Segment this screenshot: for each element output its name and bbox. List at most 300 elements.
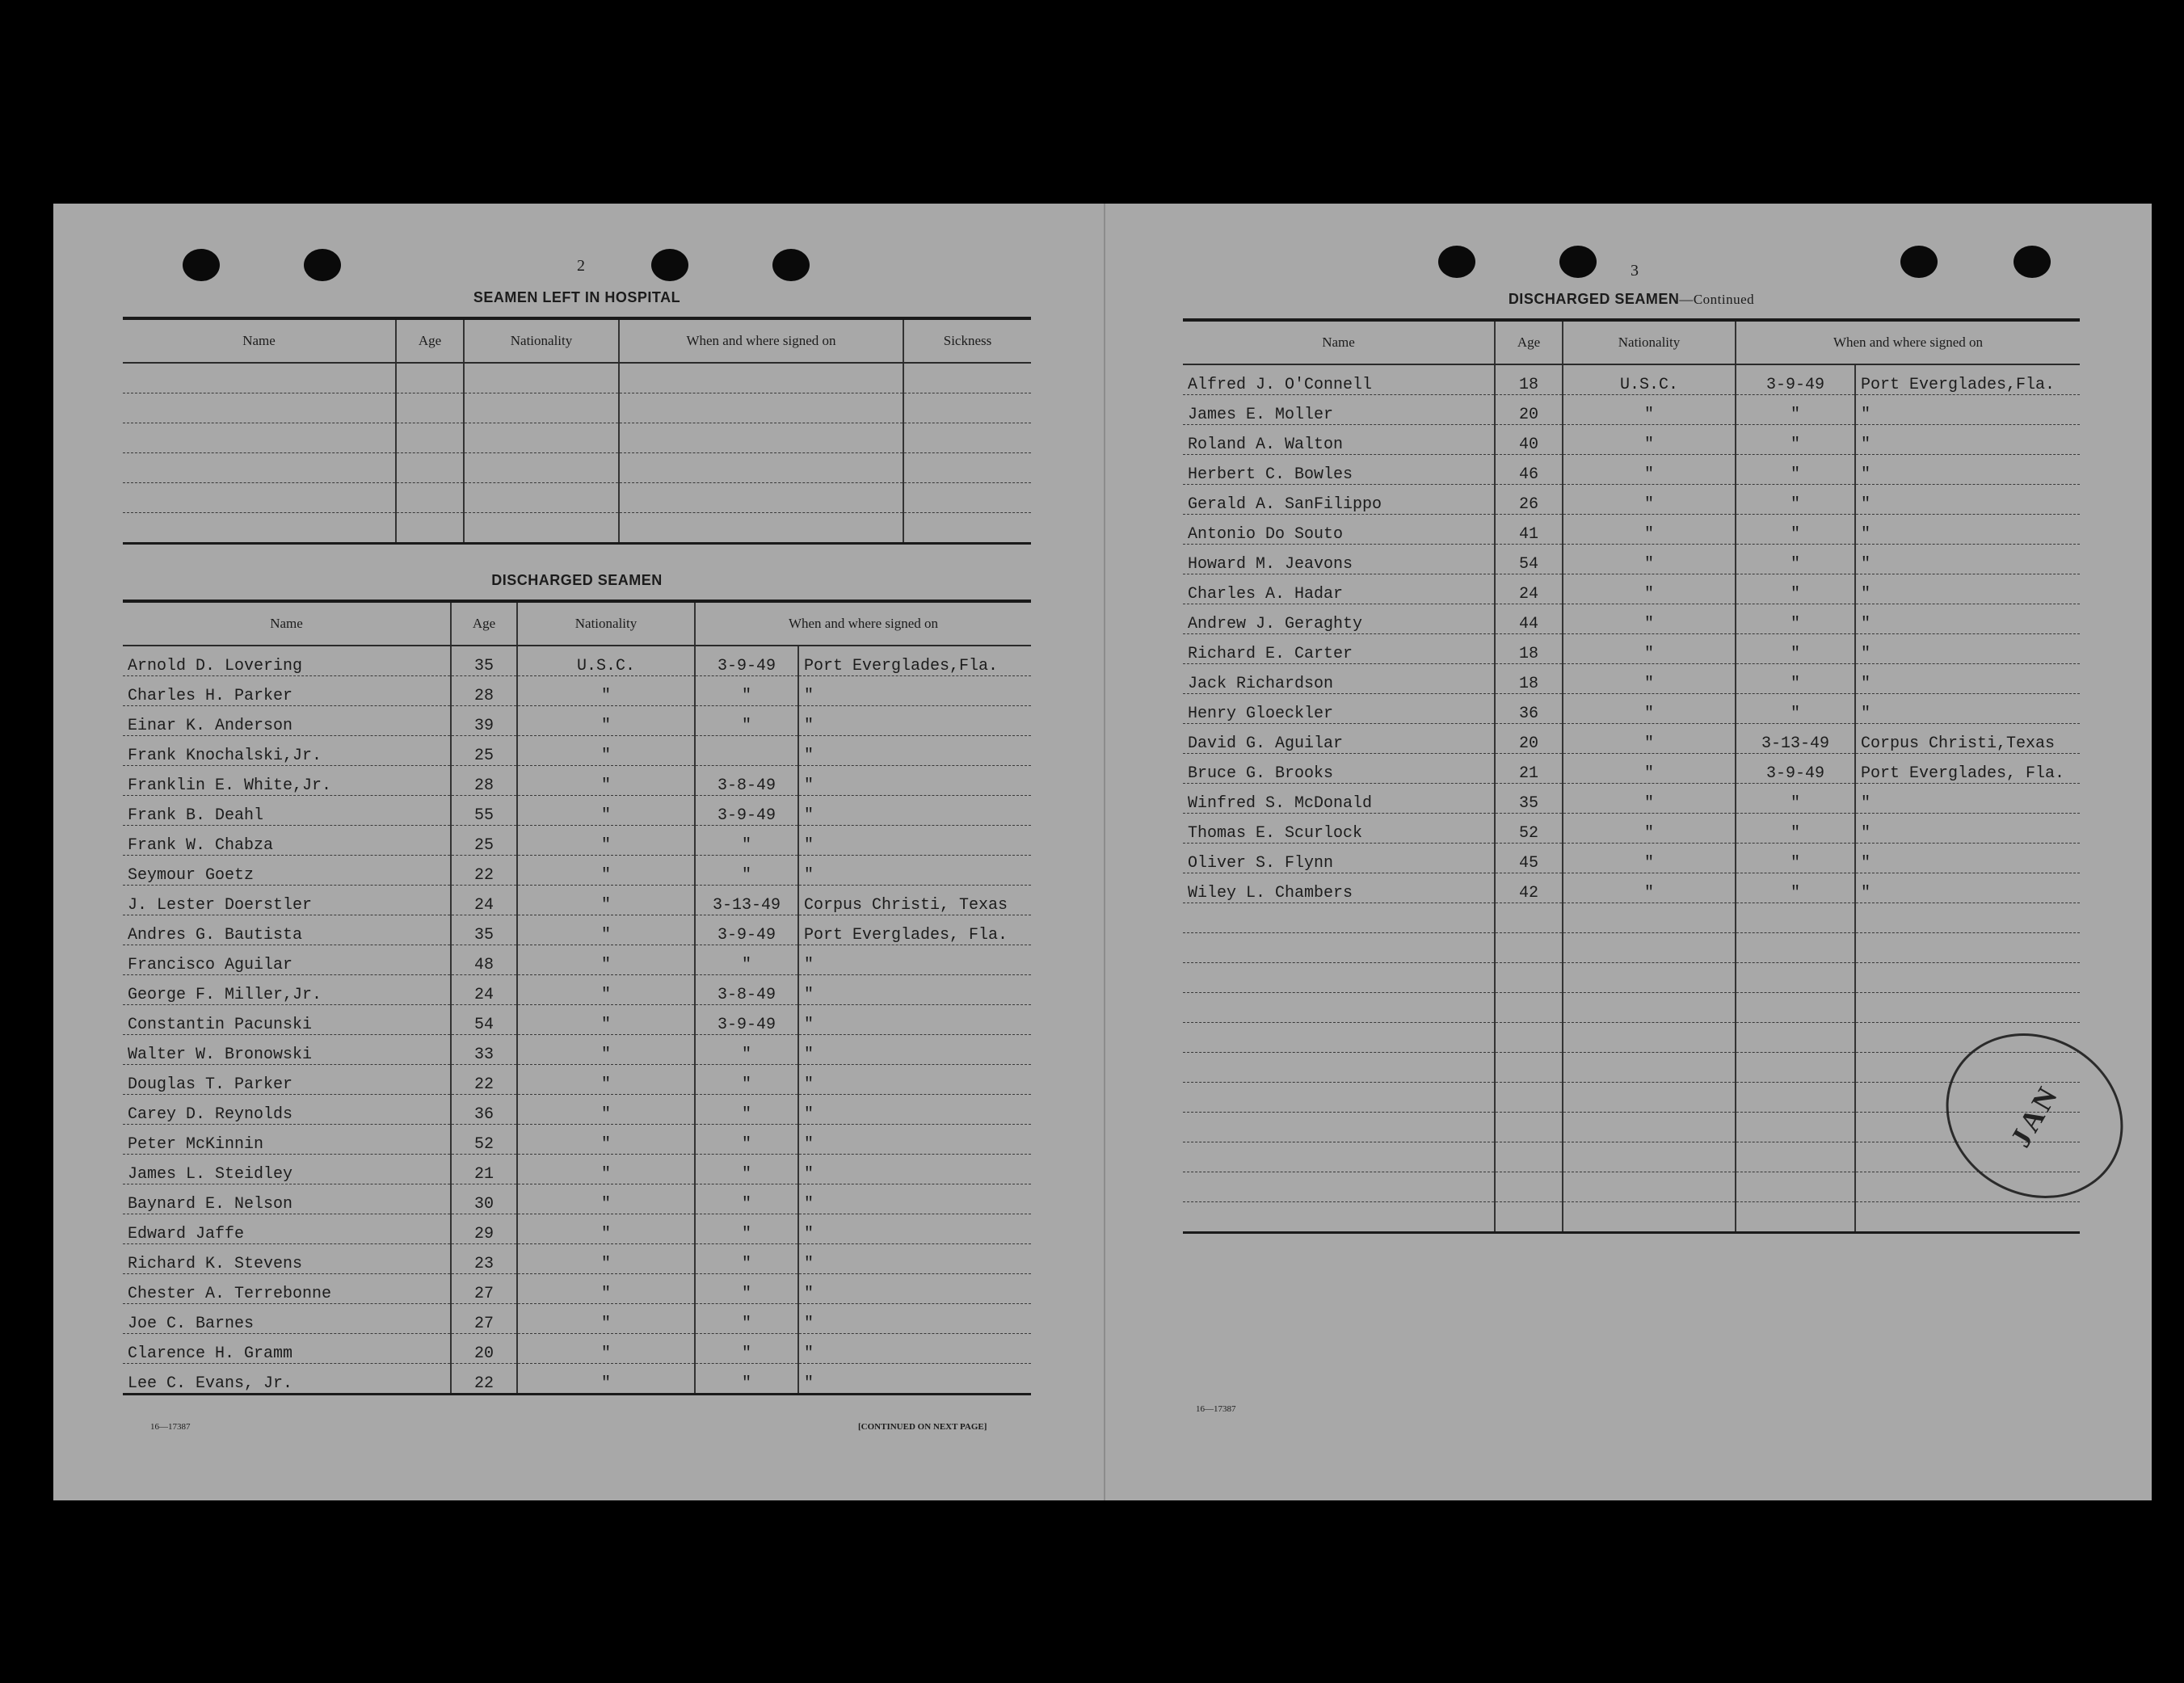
column-header: Nationality [517, 601, 695, 646]
seaman-name: Arnold D. Lovering [123, 646, 451, 676]
signed-on-place: " [1855, 844, 2080, 873]
seaman-nationality: " [517, 1095, 695, 1125]
table-row [1183, 485, 2080, 515]
seaman-nationality: " [1563, 754, 1736, 784]
punch-hole [2014, 246, 2051, 278]
signed-on-date: 3-9-49 [695, 646, 798, 676]
signed-on-date [1736, 1083, 1855, 1113]
seaman-age: 25 [451, 736, 517, 766]
seaman-age: 18 [1495, 364, 1563, 395]
table-row [123, 1065, 1031, 1095]
signed-on-place: " [1855, 574, 2080, 604]
table-row [1183, 784, 2080, 814]
seaman-age: 18 [1495, 634, 1563, 664]
seaman-age: 18 [1495, 664, 1563, 694]
seaman-age: 33 [451, 1035, 517, 1065]
signed-on-date: " [1736, 574, 1855, 604]
seaman-age: 39 [451, 706, 517, 736]
seaman-name: Richard E. Carter [1183, 634, 1495, 664]
seaman-name: Herbert C. Bowles [1183, 455, 1495, 485]
seaman-age: 54 [451, 1005, 517, 1035]
signed-on-date [1736, 1053, 1855, 1083]
signed-on-date: " [1736, 545, 1855, 574]
signed-on-place: Port Everglades,Fla. [1855, 364, 2080, 395]
seaman-name: Clarence H. Gramm [123, 1334, 451, 1364]
signed-on-date: " [695, 1095, 798, 1125]
table-row [123, 1125, 1031, 1155]
seaman-nationality: " [1563, 814, 1736, 844]
discharged-heading: DISCHARGED SEAMEN [491, 572, 663, 588]
table-row [123, 706, 1031, 736]
table-row [1183, 425, 2080, 455]
seaman-name: Andres G. Bautista [123, 915, 451, 945]
signed-on-place: " [798, 1065, 1031, 1095]
seaman-nationality: " [517, 915, 695, 945]
signed-on-date: " [1736, 485, 1855, 515]
seaman-nationality: " [1563, 455, 1736, 485]
signed-on-date: " [695, 706, 798, 736]
signed-on-date: 3-13-49 [695, 886, 798, 915]
signed-on-place: " [1855, 634, 2080, 664]
seaman-nationality: " [517, 706, 695, 736]
table-row [1183, 993, 2080, 1023]
table-row [123, 856, 1031, 886]
signed-on-date [1736, 1142, 1855, 1172]
seaman-age: 21 [451, 1155, 517, 1184]
signed-on-date: " [1736, 814, 1855, 844]
table-row [1183, 455, 2080, 485]
seaman-name: Einar K. Anderson [123, 706, 451, 736]
seaman-age: 48 [451, 945, 517, 975]
seaman-age: 54 [1495, 545, 1563, 574]
seaman-age: 28 [451, 676, 517, 706]
signed-on-place: " [1855, 784, 2080, 814]
seaman-name: Francisco Aguilar [123, 945, 451, 975]
seaman-age: 36 [451, 1095, 517, 1125]
seaman-name: George F. Miller,Jr. [123, 975, 451, 1005]
table-row [123, 886, 1031, 915]
table-row [1183, 604, 2080, 634]
signed-on-date: " [695, 1244, 798, 1274]
signed-on-date: " [1736, 515, 1855, 545]
seaman-name: Edward Jaffe [123, 1214, 451, 1244]
table-row [123, 1184, 1031, 1214]
table-row [1183, 515, 2080, 545]
signed-on-date: " [1736, 784, 1855, 814]
seaman-age: 35 [1495, 784, 1563, 814]
column-header: When and where signed on [1736, 320, 2080, 364]
seaman-name: Richard K. Stevens [123, 1244, 451, 1274]
right-page [1105, 204, 2152, 1500]
seaman-nationality: " [1563, 395, 1736, 425]
seaman-age: 45 [1495, 844, 1563, 873]
column-header: When and where signed on [619, 318, 903, 363]
signed-on-place: " [798, 1155, 1031, 1184]
seaman-age: 30 [451, 1184, 517, 1214]
table-row [123, 1095, 1031, 1125]
signed-on-date: " [1736, 694, 1855, 724]
table-row [1183, 1202, 2080, 1233]
signed-on-place: " [1855, 694, 2080, 724]
table-row [1183, 873, 2080, 903]
page-number: 2 [577, 257, 585, 275]
signed-on-date [1736, 1202, 1855, 1233]
signed-on-date: " [695, 1065, 798, 1095]
column-header: Age [451, 601, 517, 646]
form-number: 16—17387 [150, 1422, 191, 1432]
signed-on-date: " [1736, 844, 1855, 873]
seaman-name: Jack Richardson [1183, 664, 1495, 694]
table-row [1183, 664, 2080, 694]
signed-on-place: " [1855, 814, 2080, 844]
signed-on-date [1736, 963, 1855, 993]
column-header: When and where signed on [695, 601, 1031, 646]
signed-on-date: " [1736, 604, 1855, 634]
seaman-nationality: " [1563, 604, 1736, 634]
column-header: Age [396, 318, 464, 363]
seaman-age: 52 [451, 1125, 517, 1155]
signed-on-place [1855, 903, 2080, 933]
seaman-nationality: " [1563, 664, 1736, 694]
signed-on-place [1855, 933, 2080, 963]
seaman-name: Seymour Goetz [123, 856, 451, 886]
seaman-name: Douglas T. Parker [123, 1065, 451, 1095]
seaman-name: Thomas E. Scurlock [1183, 814, 1495, 844]
seaman-nationality: " [1563, 515, 1736, 545]
seaman-name: Gerald A. SanFilippo [1183, 485, 1495, 515]
seaman-age [1495, 963, 1563, 993]
signed-on-date [1736, 1113, 1855, 1142]
table-row [123, 453, 1031, 483]
signed-on-place: " [798, 1005, 1031, 1035]
seaman-name: James E. Moller [1183, 395, 1495, 425]
discharged-continued-table [1183, 318, 2080, 1234]
seaman-name: Antonio Do Souto [1183, 515, 1495, 545]
signed-on-place [1855, 1202, 2080, 1233]
signed-on-place: Port Everglades, Fla. [1855, 754, 2080, 784]
table-row [1183, 545, 2080, 574]
seaman-age [1495, 933, 1563, 963]
signed-on-place [1855, 963, 2080, 993]
seaman-nationality: " [517, 826, 695, 856]
seaman-nationality: " [1563, 545, 1736, 574]
table-row [123, 975, 1031, 1005]
table-row [123, 1334, 1031, 1364]
punch-hole [772, 249, 810, 281]
seaman-nationality [1563, 1113, 1736, 1142]
seaman-age: 24 [451, 886, 517, 915]
seaman-name: David G. Aguilar [1183, 724, 1495, 754]
seaman-name: Lee C. Evans, Jr. [123, 1364, 451, 1395]
table-row [123, 1304, 1031, 1334]
table-row [123, 1155, 1031, 1184]
table-row [123, 393, 1031, 423]
table-row [123, 513, 1031, 544]
column-header: Nationality [464, 318, 619, 363]
seaman-name: Roland A. Walton [1183, 425, 1495, 455]
signed-on-place: Port Everglades, Fla. [798, 915, 1031, 945]
seaman-nationality: U.S.C. [517, 646, 695, 676]
punch-hole [1559, 246, 1597, 278]
table-row [123, 1035, 1031, 1065]
seaman-age: 42 [1495, 873, 1563, 903]
seaman-age: 27 [451, 1304, 517, 1334]
signed-on-date: 3-9-49 [695, 915, 798, 945]
signed-on-date: 3-9-49 [695, 1005, 798, 1035]
signed-on-date: " [695, 1035, 798, 1065]
signed-on-place: " [798, 1244, 1031, 1274]
seaman-nationality: " [1563, 425, 1736, 455]
seaman-age [1495, 1202, 1563, 1233]
seaman-nationality: U.S.C. [1563, 364, 1736, 395]
table-row [1183, 933, 2080, 963]
table-row [123, 646, 1031, 676]
table-row [123, 1364, 1031, 1395]
seaman-age: 36 [1495, 694, 1563, 724]
signed-on-place: " [798, 1214, 1031, 1244]
punch-hole [304, 249, 341, 281]
signed-on-place: " [798, 856, 1031, 886]
signed-on-place: " [798, 796, 1031, 826]
seaman-name [1183, 1083, 1495, 1113]
signed-on-date: " [695, 1304, 798, 1334]
table-row [1183, 1113, 2080, 1142]
signed-on-date: 3-8-49 [695, 975, 798, 1005]
signed-on-date: " [695, 676, 798, 706]
seaman-name: Carey D. Reynolds [123, 1095, 451, 1125]
table-row [123, 1274, 1031, 1304]
seaman-nationality [1563, 1053, 1736, 1083]
signed-on-date: " [695, 1364, 798, 1395]
seaman-nationality: " [517, 1155, 695, 1184]
seaman-name: Peter McKinnin [123, 1125, 451, 1155]
seaman-age: 26 [1495, 485, 1563, 515]
seaman-name: Frank W. Chabza [123, 826, 451, 856]
signed-on-place: " [798, 1095, 1031, 1125]
signed-on-date: " [1736, 634, 1855, 664]
table-row [1183, 395, 2080, 425]
seaman-name [1183, 1053, 1495, 1083]
signed-on-place: " [1855, 873, 2080, 903]
signed-on-date: 3-13-49 [1736, 724, 1855, 754]
table-row [123, 915, 1031, 945]
punch-hole [183, 249, 220, 281]
table-row [123, 945, 1031, 975]
table-row [1183, 724, 2080, 754]
seaman-nationality: " [1563, 724, 1736, 754]
signed-on-place [1855, 993, 2080, 1023]
signed-on-place: " [1855, 455, 2080, 485]
seaman-name [1183, 993, 1495, 1023]
seaman-name: Oliver S. Flynn [1183, 844, 1495, 873]
signed-on-date: " [695, 945, 798, 975]
seaman-age: 20 [1495, 395, 1563, 425]
seaman-name [1183, 963, 1495, 993]
seaman-nationality: " [517, 1214, 695, 1244]
table-row [123, 1214, 1031, 1244]
punch-hole [1438, 246, 1475, 278]
hospital-heading: SEAMEN LEFT IN HOSPITAL [473, 289, 681, 305]
seaman-nationality [1563, 1023, 1736, 1053]
seaman-nationality: " [517, 736, 695, 766]
seaman-age: 21 [1495, 754, 1563, 784]
signed-on-date: " [1736, 395, 1855, 425]
seaman-nationality: " [517, 975, 695, 1005]
seaman-name: J. Lester Doerstler [123, 886, 451, 915]
signed-on-place: " [798, 1274, 1031, 1304]
table-row [1183, 754, 2080, 784]
seaman-age: 20 [451, 1334, 517, 1364]
seaman-name: Frank B. Deahl [123, 796, 451, 826]
table-row [1183, 844, 2080, 873]
table-row [123, 676, 1031, 706]
seaman-nationality [1563, 963, 1736, 993]
seaman-age [1495, 1083, 1563, 1113]
signed-on-date: 3-8-49 [695, 766, 798, 796]
seaman-age: 24 [451, 975, 517, 1005]
seaman-age: 20 [1495, 724, 1563, 754]
signed-on-place: " [798, 706, 1031, 736]
signed-on-place: " [798, 676, 1031, 706]
seaman-nationality [1563, 1202, 1736, 1233]
signed-on-place: " [798, 1035, 1031, 1065]
signed-on-date: " [695, 826, 798, 856]
table-row [123, 363, 1031, 393]
signed-on-place: " [798, 1364, 1031, 1395]
seaman-age: 25 [451, 826, 517, 856]
seaman-name: Andrew J. Geraghty [1183, 604, 1495, 634]
table-row [1183, 903, 2080, 933]
signed-on-place: " [798, 826, 1031, 856]
signed-on-date [1736, 903, 1855, 933]
seaman-name [1183, 1202, 1495, 1233]
signed-on-date: " [695, 1334, 798, 1364]
signed-on-date: " [695, 856, 798, 886]
table-row [123, 423, 1031, 453]
signed-on-date [1736, 1023, 1855, 1053]
column-header: Age [1495, 320, 1563, 364]
seaman-nationality [1563, 933, 1736, 963]
seaman-nationality: " [517, 1035, 695, 1065]
form-number: 16—17387 [1196, 1404, 1236, 1414]
seaman-age: 28 [451, 766, 517, 796]
discharged-continued-heading: DISCHARGED SEAMEN—Continued [1508, 291, 1755, 307]
seaman-name: Baynard E. Nelson [123, 1184, 451, 1214]
column-header: Name [123, 601, 451, 646]
signed-on-place: " [1855, 545, 2080, 574]
signed-on-date: 3-9-49 [1736, 364, 1855, 395]
signed-on-place: " [798, 1125, 1031, 1155]
punch-hole [1900, 246, 1938, 278]
seaman-nationality: " [517, 856, 695, 886]
signed-on-place: " [1855, 604, 2080, 634]
signed-on-date: " [1736, 873, 1855, 903]
seaman-nationality [1563, 1142, 1736, 1172]
seaman-age [1495, 1142, 1563, 1172]
seaman-age: 44 [1495, 604, 1563, 634]
signed-on-date: " [695, 1214, 798, 1244]
table-row [1183, 574, 2080, 604]
seaman-age: 22 [451, 1364, 517, 1395]
signed-on-place: " [798, 1334, 1031, 1364]
seaman-age: 27 [451, 1274, 517, 1304]
seaman-name: Charles H. Parker [123, 676, 451, 706]
seaman-name: Chester A. Terrebonne [123, 1274, 451, 1304]
seaman-name: Henry Gloeckler [1183, 694, 1495, 724]
signed-on-date: " [695, 1125, 798, 1155]
seaman-nationality: " [517, 796, 695, 826]
table-row [123, 1005, 1031, 1035]
seaman-nationality: " [517, 766, 695, 796]
signed-on-place: " [1855, 515, 2080, 545]
seaman-age: 22 [451, 856, 517, 886]
signed-on-place: Port Everglades,Fla. [798, 646, 1031, 676]
seaman-name: Joe C. Barnes [123, 1304, 451, 1334]
seaman-nationality [1563, 993, 1736, 1023]
seaman-name: Frank Knochalski,Jr. [123, 736, 451, 766]
seaman-name: Bruce G. Brooks [1183, 754, 1495, 784]
seaman-nationality: " [517, 945, 695, 975]
signed-on-place: Corpus Christi, Texas [798, 886, 1031, 915]
left-page [53, 204, 1104, 1500]
signed-on-place: " [798, 975, 1031, 1005]
signed-on-date: " [1736, 455, 1855, 485]
seaman-name [1183, 903, 1495, 933]
seaman-age: 35 [451, 646, 517, 676]
signed-on-place: " [798, 1184, 1031, 1214]
seaman-age: 22 [451, 1065, 517, 1095]
hospital-table [123, 317, 1031, 545]
signed-on-place: " [1855, 425, 2080, 455]
seaman-nationality: " [1563, 784, 1736, 814]
table-row [1183, 694, 2080, 724]
signed-on-place: " [1855, 485, 2080, 515]
seaman-name [1183, 1172, 1495, 1202]
signed-on-place: " [798, 945, 1031, 975]
seaman-nationality [1563, 1172, 1736, 1202]
signed-on-place: " [1855, 664, 2080, 694]
signed-on-date: " [1736, 664, 1855, 694]
seaman-nationality: " [1563, 844, 1736, 873]
seaman-name [1183, 1023, 1495, 1053]
table-row [1183, 364, 2080, 395]
table-row [1183, 1053, 2080, 1083]
seaman-age [1495, 1023, 1563, 1053]
seaman-nationality: " [1563, 485, 1736, 515]
seaman-age [1495, 993, 1563, 1023]
seaman-age: 52 [1495, 814, 1563, 844]
seaman-name [1183, 933, 1495, 963]
seaman-nationality: " [1563, 634, 1736, 664]
seaman-age: 40 [1495, 425, 1563, 455]
signed-on-date [1736, 933, 1855, 963]
seaman-nationality: " [517, 1304, 695, 1334]
seaman-nationality: " [517, 1065, 695, 1095]
table-row [123, 766, 1031, 796]
punch-hole [651, 249, 688, 281]
table-row [123, 483, 1031, 513]
seaman-name [1183, 1113, 1495, 1142]
discharged-table [123, 600, 1031, 1395]
column-header: Name [1183, 320, 1495, 364]
seaman-name: Walter W. Bronowski [123, 1035, 451, 1065]
seaman-nationality: " [517, 1005, 695, 1035]
seaman-age: 41 [1495, 515, 1563, 545]
signed-on-place: " [1855, 395, 2080, 425]
table-row [1183, 963, 2080, 993]
table-row [1183, 814, 2080, 844]
signed-on-place: " [798, 1304, 1031, 1334]
